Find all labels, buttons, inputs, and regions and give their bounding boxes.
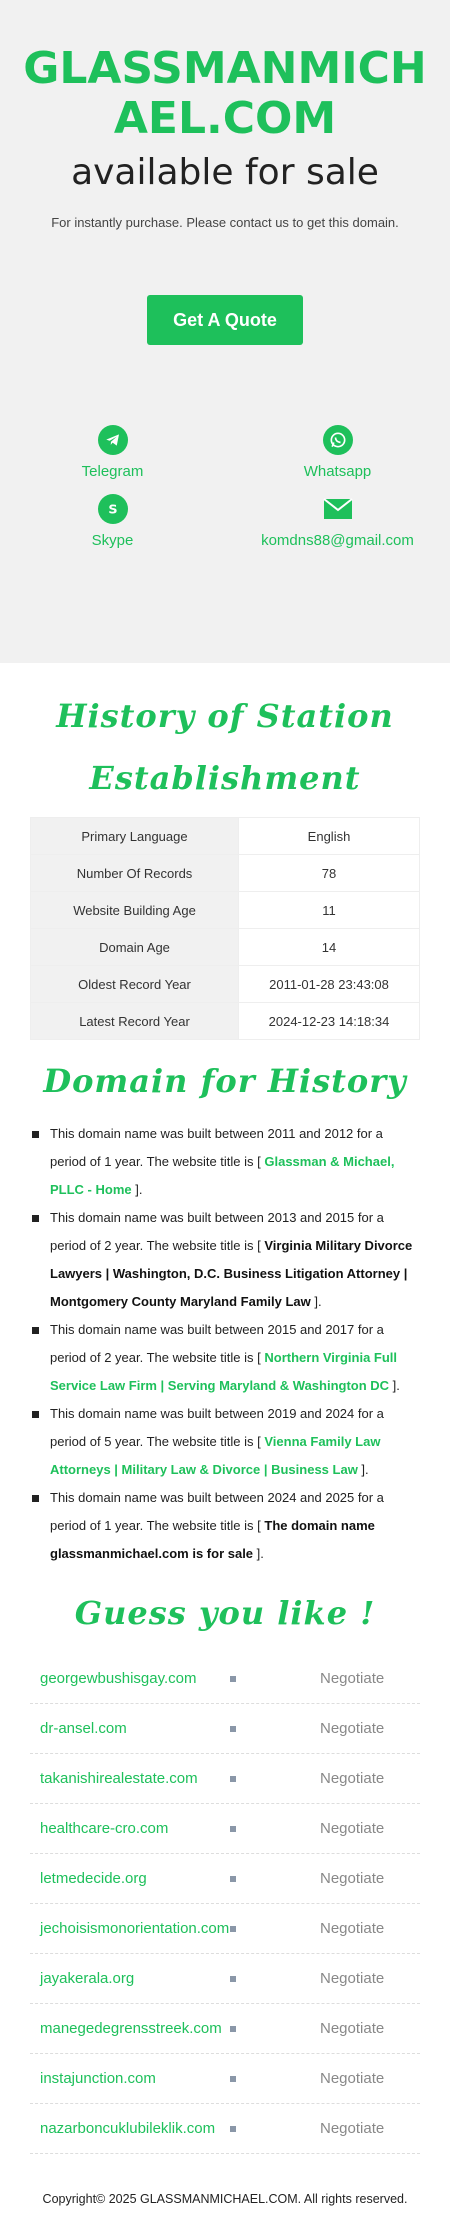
- svg-text:S: S: [107, 502, 118, 518]
- row-key: Number Of Records: [31, 855, 239, 892]
- history-text: This domain name was built between 2024 and 2025 for a period of 1 year. The website title is [: [50, 1490, 384, 1533]
- row-value: 14: [239, 929, 420, 966]
- domain-link[interactable]: jayakerala.org: [40, 1970, 135, 1987]
- bullet-icon: [230, 1976, 236, 1982]
- row-key: Oldest Record Year: [31, 966, 239, 1003]
- list-item: [30, 1754, 420, 1804]
- skype-icon: [98, 494, 128, 524]
- bullet-icon: [230, 1826, 236, 1832]
- contact-label: Skype: [91, 532, 134, 549]
- site-title: Glassman & Michael, PLLC - Home: [50, 1154, 395, 1197]
- list-item: [30, 2104, 420, 2154]
- history-end: ].: [310, 1294, 322, 1309]
- domain-history-section: [0, 1050, 450, 1568]
- row-value: 2011-01-28 23:43:08: [239, 966, 420, 1003]
- hero-section: [0, 0, 450, 663]
- guess-section: [0, 1582, 450, 2154]
- history-text: This domain name was built between 2013 and 2015 for a period of 2 year. The website title is [: [50, 1210, 384, 1253]
- domain-link[interactable]: dr-ansel.com: [40, 1720, 127, 1737]
- list-item: [50, 1400, 422, 1484]
- history-end: ].: [389, 1378, 400, 1393]
- list-item: [30, 1854, 420, 1904]
- domain-link[interactable]: takanishirealestate.com: [40, 1770, 198, 1787]
- history-title: History of Station Establishment: [56, 697, 394, 797]
- list-item: [30, 1804, 420, 1854]
- contact-email[interactable]: [225, 494, 450, 549]
- bullet-icon: [230, 2076, 236, 2082]
- copyright-text: Copyright© 2025 GLASSMANMICHAEL.COM. All rights reserved.: [42, 2192, 408, 2206]
- guess-title: Guess you like !: [74, 1594, 376, 1632]
- site-title: The domain name glassmanmichael.com is for sale: [50, 1518, 375, 1561]
- list-item: [30, 1654, 420, 1704]
- contact-label: komdns88@gmail.com: [261, 532, 414, 549]
- contact-whatsapp[interactable]: [225, 425, 450, 480]
- price-label: Negotiate: [320, 1770, 385, 1787]
- row-value: 11: [239, 892, 420, 929]
- get-quote-button[interactable]: Get A Quote: [147, 295, 303, 345]
- site-title: Virginia Military Divorce Lawyers | Washington, D.C. Business Litigation Attorney | Montgomery County Maryland Family Law: [50, 1238, 413, 1309]
- table-row: [31, 855, 420, 892]
- history-section: [0, 663, 450, 1040]
- price-label: Negotiate: [320, 2120, 385, 2137]
- list-item: [30, 1704, 420, 1754]
- telegram-icon: [98, 425, 128, 455]
- domain-title: GLASSMANMICHAEL.COM: [23, 43, 427, 144]
- table-row: [31, 1003, 420, 1040]
- list-item: [30, 2004, 420, 2054]
- bullet-icon: [230, 1726, 236, 1732]
- list-item: [30, 1904, 420, 1954]
- site-title: Vienna Family Law Attorneys | Military Law & Divorce | Business Law: [50, 1434, 381, 1477]
- bullet-icon: [230, 2026, 236, 2032]
- history-text: This domain name was built between 2011 and 2012 for a period of 1 year. The website title is [: [50, 1126, 383, 1169]
- row-key: Domain Age: [31, 929, 239, 966]
- table-row: [31, 966, 420, 1003]
- contact-grid: [0, 425, 450, 549]
- history-text: This domain name was built between 2019 and 2024 for a period of 5 year. The website title is [: [50, 1406, 384, 1449]
- row-value: English: [239, 818, 420, 855]
- price-label: Negotiate: [320, 2070, 385, 2087]
- bullet-icon: [230, 1876, 236, 1882]
- price-label: Negotiate: [320, 2020, 385, 2037]
- contact-label: Telegram: [81, 463, 144, 480]
- site-title: Northern Virginia Full Service Law Firm | Serving Maryland & Washington DC: [50, 1350, 398, 1393]
- list-item: [30, 1954, 420, 2004]
- price-label: Negotiate: [320, 1670, 385, 1687]
- price-label: Negotiate: [320, 1920, 385, 1937]
- row-key: Latest Record Year: [31, 1003, 239, 1040]
- domain-link[interactable]: georgewbushisgay.com: [40, 1670, 197, 1687]
- bullet-icon: [230, 1926, 236, 1932]
- list-item: [50, 1120, 422, 1204]
- history-text: This domain name was built between 2015 and 2017 for a period of 2 year. The website title is [: [50, 1322, 384, 1365]
- price-label: Negotiate: [320, 1820, 385, 1837]
- history-list: [0, 1112, 450, 1568]
- availability-subtitle: available for sale: [71, 152, 379, 193]
- row-key: Website Building Age: [31, 892, 239, 929]
- row-value: 78: [239, 855, 420, 892]
- domain-link[interactable]: healthcare-cro.com: [40, 1820, 169, 1837]
- bullet-icon: [230, 1776, 236, 1782]
- contact-telegram[interactable]: [0, 425, 225, 480]
- price-label: Negotiate: [320, 1870, 385, 1887]
- price-label: Negotiate: [320, 1970, 385, 1987]
- history-end: ].: [131, 1182, 143, 1197]
- domain-link[interactable]: jechoisismonorientation.com: [40, 1920, 230, 1937]
- contact-label: Whatsapp: [303, 463, 372, 480]
- row-value: 2024-12-23 14:18:34: [239, 1003, 420, 1040]
- guess-list: [30, 1654, 420, 2154]
- bullet-icon: [230, 2126, 236, 2132]
- domain-link[interactable]: manegedegrensstreek.com: [40, 2020, 222, 2037]
- history-end: ].: [357, 1462, 369, 1477]
- list-item: [50, 1484, 422, 1568]
- whatsapp-icon: [323, 425, 353, 455]
- hero-description: For instantly purchase. Please contact us to get this domain.: [51, 215, 399, 230]
- domain-link[interactable]: nazarboncuklubileklik.com: [40, 2120, 216, 2137]
- mail-icon: [323, 494, 353, 524]
- domain-link[interactable]: instajunction.com: [40, 2070, 156, 2087]
- contact-skype[interactable]: [0, 494, 225, 549]
- list-item: [30, 2054, 420, 2104]
- history-end: ].: [253, 1546, 264, 1561]
- list-item: [50, 1204, 422, 1316]
- history-table: [30, 817, 420, 1040]
- domain-link[interactable]: letmedecide.org: [40, 1870, 147, 1887]
- price-label: Negotiate: [320, 1720, 385, 1737]
- table-row: [31, 892, 420, 929]
- bullet-icon: [230, 1676, 236, 1682]
- footer: [0, 2192, 450, 2228]
- row-key: Primary Language: [31, 818, 239, 855]
- domain-history-title: Domain for History: [43, 1062, 407, 1100]
- table-row: [31, 818, 420, 855]
- list-item: [50, 1316, 422, 1400]
- table-row: [31, 929, 420, 966]
